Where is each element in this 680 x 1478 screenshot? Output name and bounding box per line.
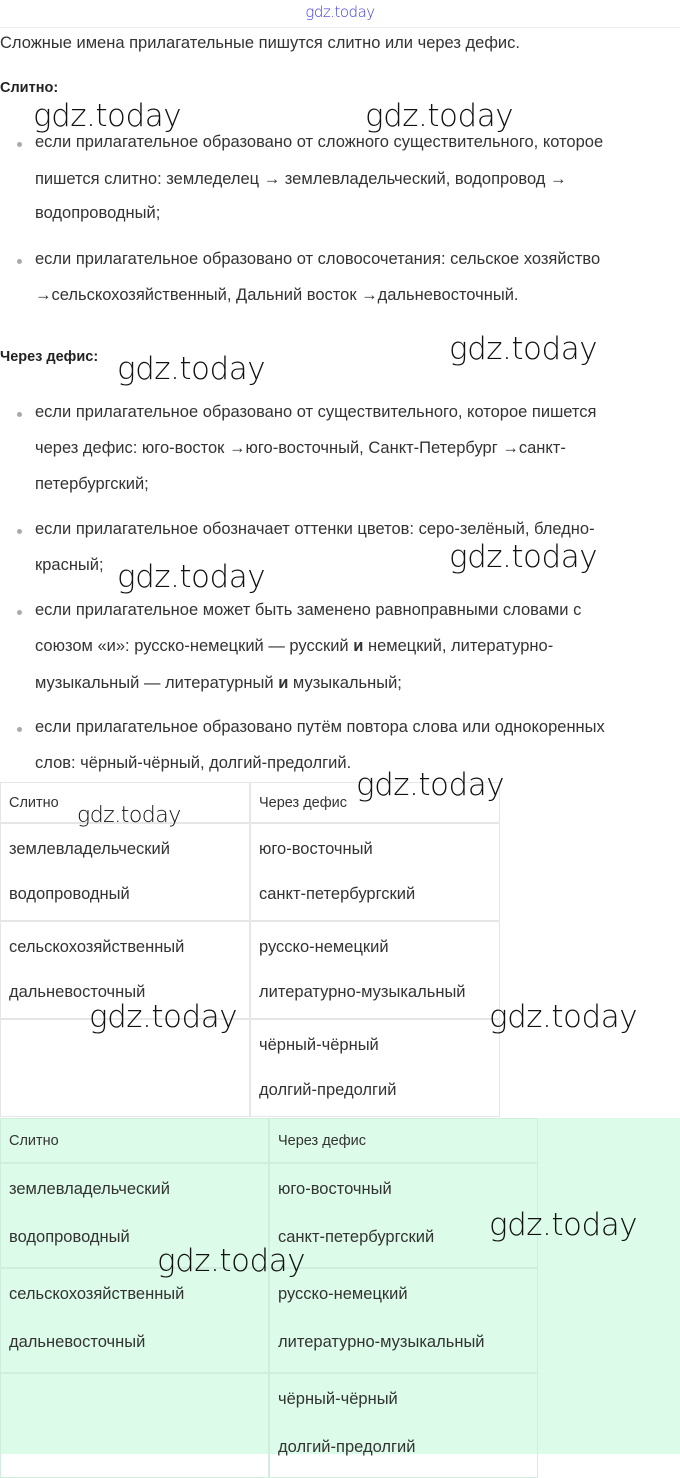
bullet-dot <box>17 259 22 264</box>
watermark: gdz.today <box>489 1207 638 1243</box>
section-heading: Слитно: <box>0 80 59 96</box>
cell-word: чёрный-чёрный <box>259 1036 379 1054</box>
text-segment: через дефис: юго-восток →юго-восточный, Санкт-Петербург →санкт- <box>35 439 566 457</box>
bullet-line <box>35 250 600 272</box>
watermark: gdz.today <box>157 1243 306 1279</box>
watermark: gdz.today <box>33 98 182 134</box>
table-header-cell <box>269 1118 538 1163</box>
watermark: gdz.today <box>365 98 514 134</box>
bullet-line <box>35 403 597 425</box>
bold-text: и <box>278 674 289 692</box>
cell-word: юго-восточный <box>278 1180 392 1198</box>
cell-word: водопроводный <box>9 885 130 903</box>
watermark: gdz.today <box>356 767 505 803</box>
comparison-table <box>0 782 500 1118</box>
cell-word: дальневосточный <box>9 1333 146 1351</box>
text-segment: петербургский; <box>35 475 149 493</box>
cell-word: долгий-предолгий <box>259 1081 397 1099</box>
cell-word: водопроводный <box>9 1228 130 1246</box>
bullet-dot <box>17 142 22 147</box>
table-cell <box>269 1268 538 1373</box>
watermark: gdz.today <box>449 539 598 575</box>
text-segment: музыкальный; <box>288 674 402 692</box>
header-label: Через дефис <box>278 1132 367 1149</box>
cell-word: сельскохозяйственный <box>9 1285 185 1303</box>
bold-text: и <box>353 637 364 655</box>
bullet-dot <box>17 610 22 615</box>
bullet-line <box>35 133 603 155</box>
cell-word: землевладельческий <box>9 840 170 858</box>
bullet-line <box>35 204 160 226</box>
text-segment: если прилагательное образовано от существительного, которое пишется <box>35 403 597 421</box>
text-segment: союзом «и»: русско-немецкий — русский <box>35 637 354 655</box>
watermark: gdz.today <box>89 999 238 1035</box>
header-label: Слитно <box>9 1132 59 1149</box>
bullet-line <box>35 718 605 740</box>
cell-word: юго-восточный <box>259 840 373 858</box>
text-segment: красный; <box>35 556 104 574</box>
text-segment: пишется слитно: земледелец → землевладельческий, водопровод → <box>35 170 567 188</box>
text-segment: музыкальный — литературный <box>35 674 279 692</box>
text-segment: немецкий, литературно- <box>363 637 554 655</box>
table-cell <box>0 1373 269 1478</box>
header-label: Слитно <box>9 794 59 811</box>
bullet-line <box>35 674 402 696</box>
bullet-line <box>35 637 553 659</box>
text-segment: если прилагательное обозначает оттенки цветов: серо-зелёный, бледно- <box>35 520 595 538</box>
intro-text: Сложные имена прилагательные пишутся слитно или через дефис. <box>0 34 520 52</box>
top-bar <box>0 0 680 28</box>
cell-word: санкт-петербургский <box>259 885 416 903</box>
table-cell <box>250 1019 500 1117</box>
text-segment: →сельскохозяйственный, Дальний восток →дальневосточный. <box>35 286 519 304</box>
cell-word: литературно-музыкальный <box>259 983 466 1001</box>
text-segment: водопроводный; <box>35 204 161 222</box>
watermark: gdz.today <box>117 351 266 387</box>
bullet-line <box>35 556 104 578</box>
bullet-line <box>35 170 567 192</box>
watermark: gdz.today <box>77 803 181 828</box>
bullet-line <box>35 754 351 776</box>
table-cell <box>250 921 500 1019</box>
bullet-line <box>35 475 149 497</box>
watermark: gdz.today <box>489 999 638 1035</box>
cell-word: русско-немецкий <box>278 1285 408 1303</box>
table-cell <box>250 823 500 921</box>
bullet-line <box>35 286 519 308</box>
top-watermark: gdz.today <box>305 3 375 21</box>
text-segment: если прилагательное образовано путём повтора слова или однокоренных <box>35 718 605 736</box>
cell-word: литературно-музыкальный <box>278 1333 485 1351</box>
section-heading: Через дефис: <box>0 349 99 365</box>
watermark: gdz.today <box>117 559 266 595</box>
table-header-cell <box>0 1118 269 1163</box>
cell-word: сельскохозяйственный <box>9 938 185 956</box>
watermark: gdz.today <box>449 331 598 367</box>
cell-word: долгий-предолгий <box>278 1438 416 1456</box>
cell-word: русско-немецкий <box>259 938 389 956</box>
table-cell <box>0 823 250 921</box>
table-cell <box>0 1268 269 1373</box>
text-segment: если прилагательное может быть заменено равноправными словами с <box>35 601 582 619</box>
cell-word: санкт-петербургский <box>278 1228 435 1246</box>
cell-word: землевладельческий <box>9 1180 170 1198</box>
bullet-dot <box>17 529 22 534</box>
bullet-dot <box>17 412 22 417</box>
bullet-line <box>35 601 581 623</box>
cell-word: чёрный-чёрный <box>278 1390 398 1408</box>
text-segment: если прилагательное образовано от сложного существительного, которое <box>35 133 604 151</box>
cell-word: дальневосточный <box>9 983 146 1001</box>
bullet-dot <box>17 727 22 732</box>
comparison-table <box>0 1118 680 1454</box>
bullet-line <box>35 439 566 461</box>
header-label: Через дефис <box>259 794 348 811</box>
text-segment: слов: чёрный-чёрный, долгий-предолгий. <box>35 754 352 772</box>
text-segment: если прилагательное образовано от словосочетания: сельское хозяйство <box>35 250 601 268</box>
table-cell <box>269 1373 538 1478</box>
